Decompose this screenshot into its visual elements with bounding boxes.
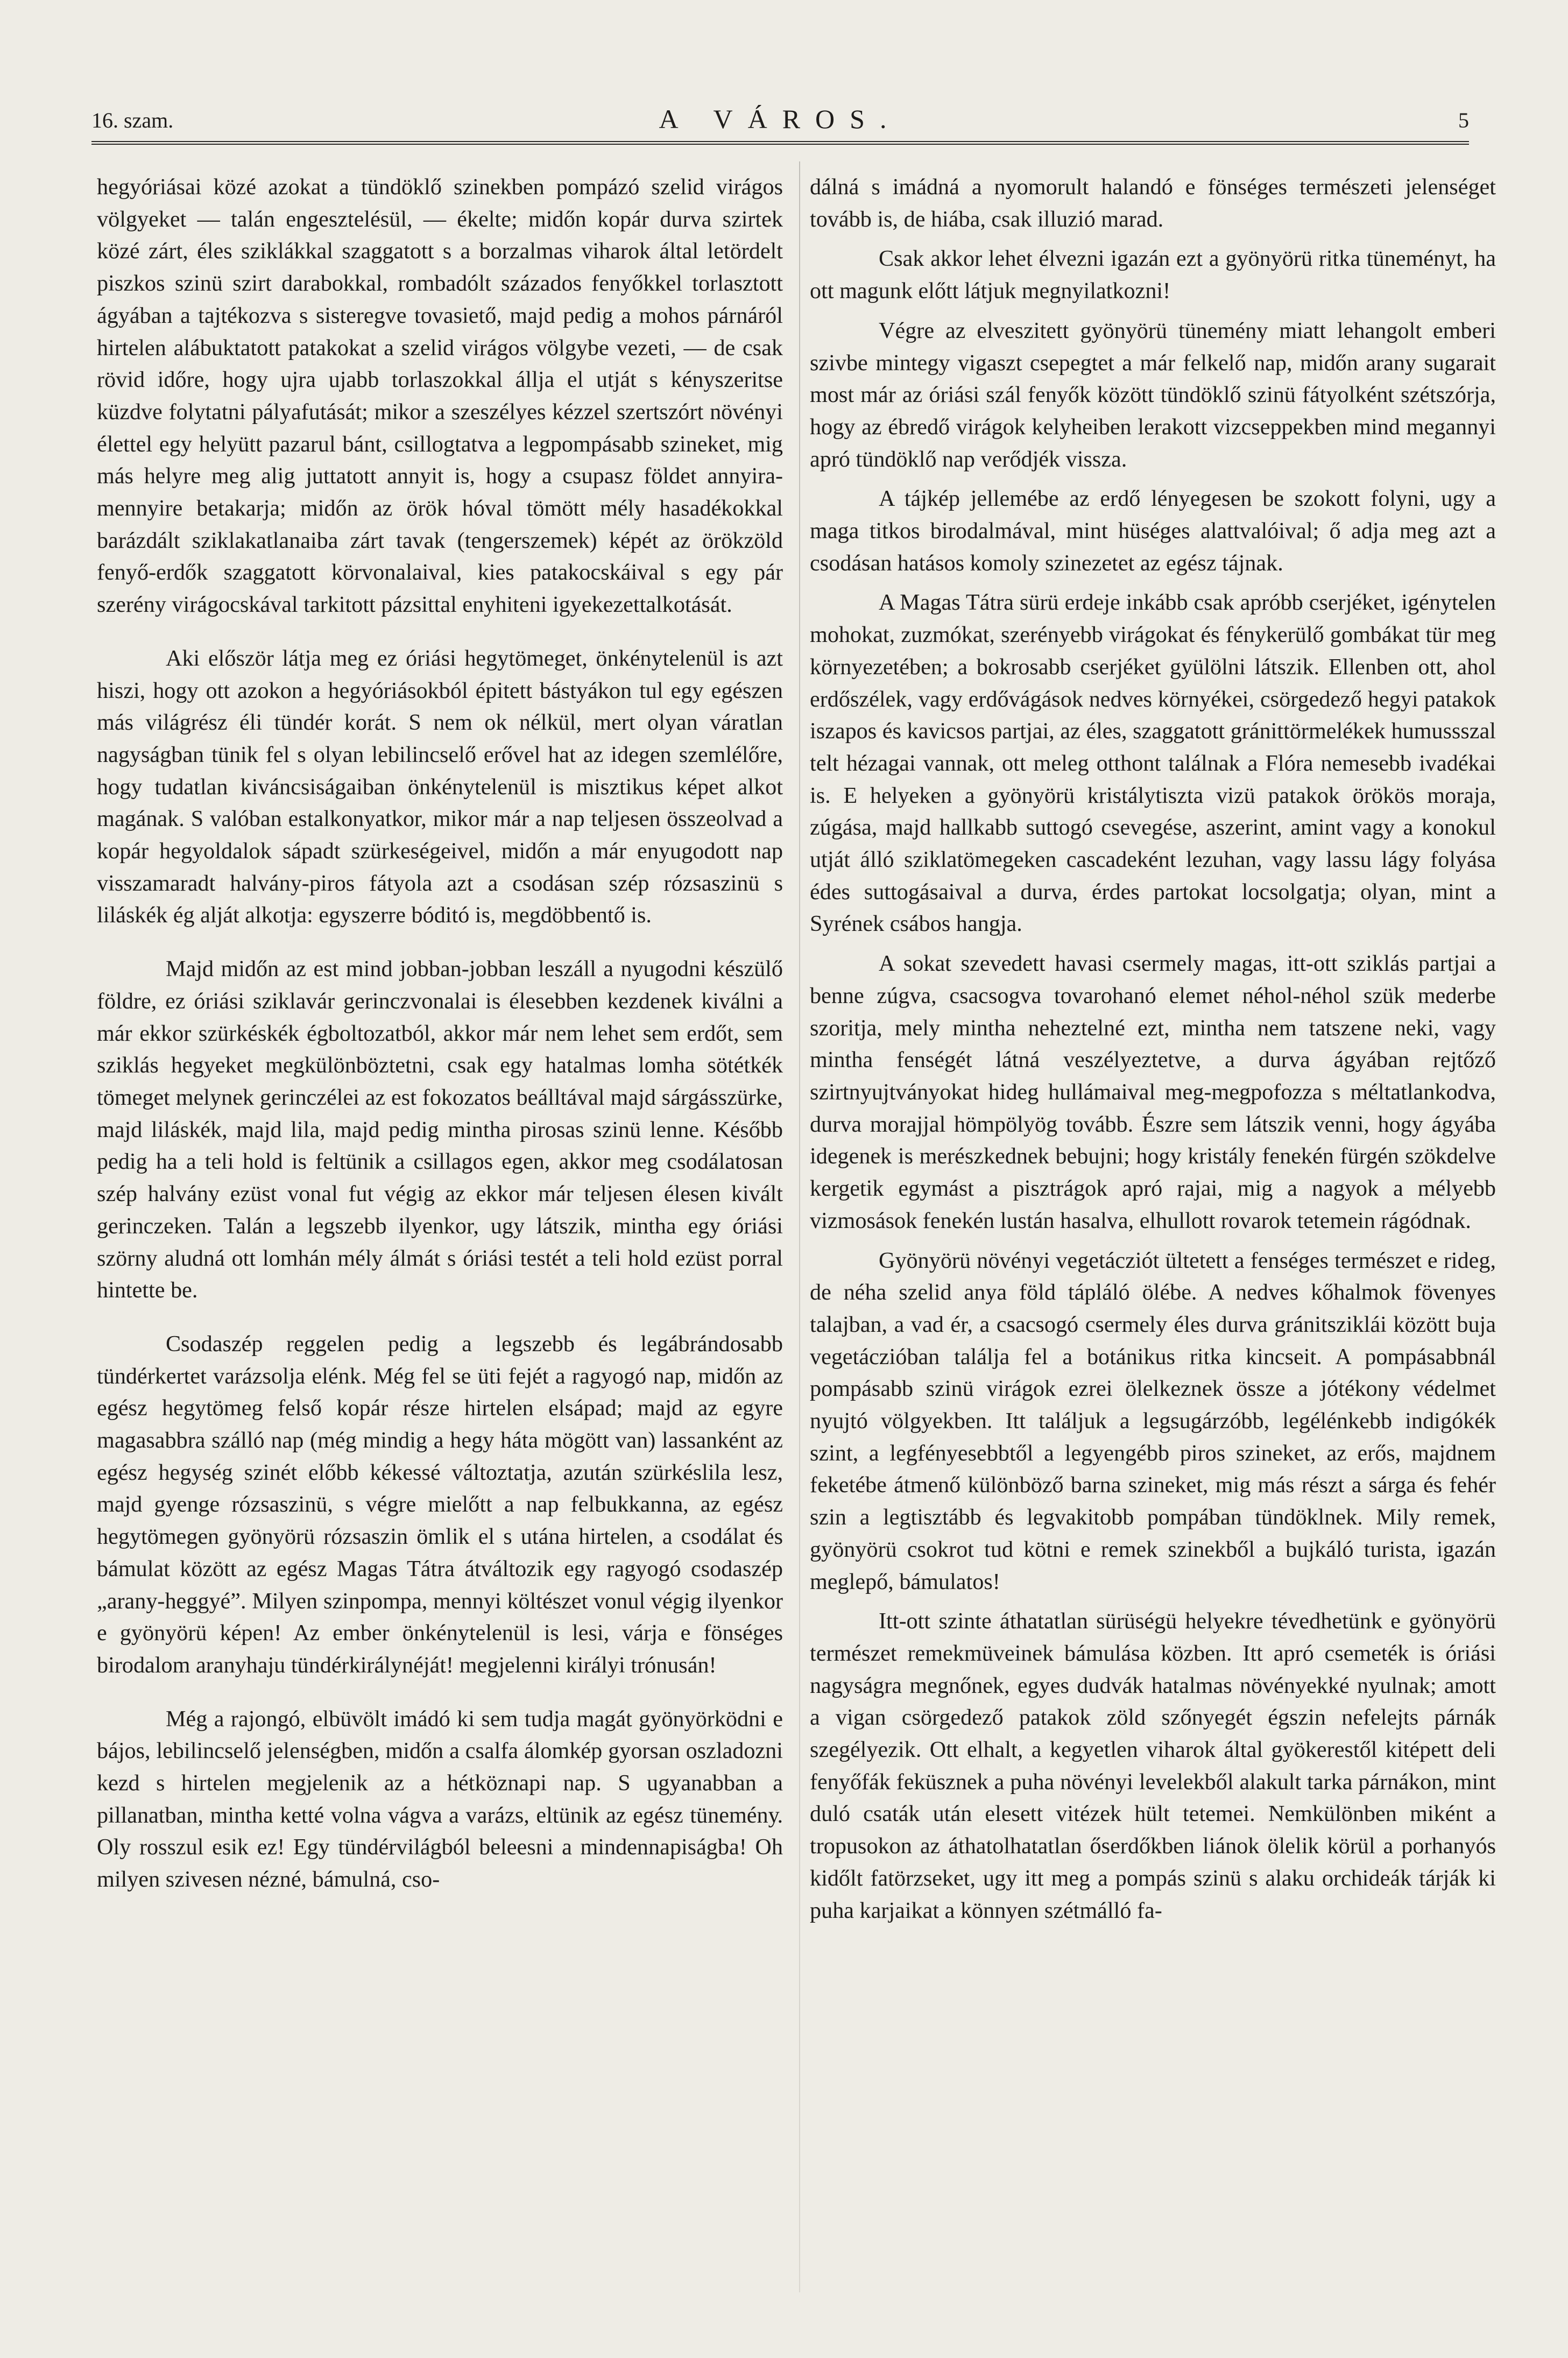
paragraph: Itt-ott szinte áthatatlan sürüségü helyekre tévedhetünk e gyönyörü természet remekmüveinek bámulása közben. Itt apró csemeték is óriási nagyságra megnőnek, egyes dudvák hatalmas növényekké nyulnak; amott a vigan csörgedező patakok zöld szőnyegét égszin nefelejts párnák szegélyezik. Ott elhalt, a kegyetlen viharok által gyökerestől kitépett deli fenyőfák feküsznek a puha növényi levelekből alakult tarka párnákon, mint duló csaták után elesett vitézek hült tetemei. Nemkülönben miként a tropusokon az áthatolhatatlan őserdőkben liánok ölelik körül a porhanyós kidőlt fatörzseket, ugy itt meg a pompás szinü s alaku orchideák tárják ki puha karjaikat a könnyen szétmálló fa- (810, 1608, 1496, 1923)
paragraph: Csodaszép reggelen pedig a legszebb és legábrándosabb tündérkertet varázsolja elénk. Még fel se üti fejét a ragyogó nap, midőn az egész hegytömeg felső kopár része hirtelen elsápad; majd az egyre magasabbra szálló nap (még mindig a hegy háta mögött van) lassanként az egész hegység szinét előbb kékessé változtatja, azután szürkéslila lesz, majd gyenge rózsaszinü, s végre mielőtt a nap felbukkanna, az egész hegytömegen gyönyörü rózsaszin ömlik el s utána hirtelen, a csodálat és bámulat között az egész Magas Tátra átváltozik egy ragyogó csodaszép „arany-heggyé”. Milyen szinpompa, mennyi költészet vonul végig ilyenkor e gyönyörü képen! Az ember önkénytelenül is lesi, várja e fönséges birodalom aranyhaju tündérkirálynéját! megjelenni királyi trónusán! (97, 1331, 783, 1678)
paragraph: Még a rajongó, elbüvölt imádó ki sem tudja magát gyönyörködni e bájos, lebilincselő jelenségben, midőn a csalfa álomkép gyorsan oszladozni kezd s hirtelen megjelenik az a hétköznapi nap. S ugyanabban a pillanatban, mintha ketté volna vágva a varázs, eltünik az egész tüneménу. Oly rosszul esik ez! Egy tündérvilágból beleesni a mindennapiságba! Oh milyen szivesen nézné, bámulná, cso- (97, 1706, 783, 1893)
left-column (97, 171, 783, 1896)
header-rule (91, 141, 1469, 145)
right-column (810, 171, 1496, 1926)
issue-number: 16. szam. (91, 108, 174, 132)
paragraph: Csak akkor lehet élvezni igazán ezt a gyönyörü ritka tüneményt, ha ott magunk előtt látjuk megnyilatkozni! (810, 246, 1496, 304)
publication-title: A VÁROS. (659, 104, 902, 134)
paragraph: Majd midőn az est mind jobban-jobban leszáll a nyugodni készülő földre, ez óriási sziklavár gerinczvonalai is élesebben kezdenek kiválni a már ekkor szürkéskék égboltozatból, akkor már nem lehet sem erdőt, sem sziklás hegyeket megkülönböztetni, csak egy hatalmas lomha sötétkék tömeget melynek gerinczélei az est fokozatos beálltával majd sárgásszürke, majd liláskék, majd lila, majd pedig mintha pirosas szinü lenne. Később pedig ha a teli hold is feltünik a csillagos egen, akkor meg csodálatosan szép halvány ezüst vonal fut végig az ekkor már teljesen élesen kivált gerinczeken. Talán a legszebb ilyenkor, ugy látszik, mintha egy óriási szörny aludná ott lomhán mély álmát s óriási testét a teli hold ezüst porral hintette be. (97, 956, 783, 1303)
page-number: 5 (1458, 108, 1469, 132)
paragraph: hegyóriásai közé azokat a tündöklő szinekben pompázó szelid virágos völgyeket — talán engesztelésül, — ékelte; midőn kopár durva szirtek közé zárt, éles sziklákkal szaggatott s a borzalmas viharok által letördelt piszkos szinü szirt darabokkal, rombadólt százados fenyőkkel torlasztott ágyában a tajtékozva s sisteregve tovasiető, majd pedig a mohos párnáról hirtelen alábuktatott patakokat a szelid virágos völgybe vezeti, — de csak rövid időre, hogy ujra ujabb torlaszokkal állja el utját s kényszeritse küzdve folytatni pályafutását; mikor a szeszélyes kézzel szertszórt növényi élettel egy helyütt pazarul bánt, csillogtatva a legpompásabb szineket, mig más helyre meg alig juttatott annyit is, hogy a csupasz földet annyira-mennyire betakarja; midőn az örök hóval tömött mély hasadékokkal barázdált sziklakatlanaiba zárt tavak (tengerszemek) képét az örökzöld fenyő-erdők szaggatott körvonalaival, kies patakocskáival s egy pár szerény virágocskával tarkitott pázsittal enyhiteni igyekezettalkotását. (97, 174, 783, 618)
running-head (91, 104, 1469, 140)
paragraph: A tájkép jellemébe az erdő lényegesen be szokott folyni, ugy a maga titkos birodalmával, mint hüséges alattvalóival; ő adja meg azt a csodásan hatásos komoly szinezetet az egész tájnak. (810, 486, 1496, 576)
paragraph: Végre az elveszitett gyönyörü tünemény miatt lehangolt emberi szivbe mintegy vigaszt csepegtet a már felkelő nap, midőn arany sugarait most már az óriási szál fenyők között tündöklő szinü fátyolként szétszórja, hogy az ébredő virágok kelyheiben lerakott vizcseppekben mind megannyi apró tündöklő nap verődjék vissza. (810, 317, 1496, 472)
paragraph: A sokat szevedett havasi csermely magas, itt-ott sziklás partjai a benne zúgva, csacsogva tovarohanó elemet néhol-néhol szük mederbe szoritja, mely mintha neheztelné ezt, mintha nem tatszene neki, vagy mintha fenségét látná veszélyeztetve, a durva ágyában rejtőző szirtnyujtványokat hideg hullámaival meg-megpofozza s méltatlankodva, durva morajjal hömpölyög tovább. Észre sem látszik venni, hogy ágyába idegenek is merészkednek bebujni; hogy kristály fenekén fürgén szökdelve kergetik egymást a pisztrágok apró rajai, mig a nagyok a mélyebb vizmosások fenekén lustán hasalva, elhullott rovarok tetemein rágódnak. (810, 951, 1496, 1233)
paragraph: Gyönyörü növényi vegetácziót ültetett a fenséges természet e rideg, de néha szelid anya föld tápláló ölébe. A nedves kőhalmok fövenyes talajban, a vad ér, a csacsogó csermely éles durva gránitsziklái között buja vegetáczióban találja fel a botánikus ritka kincseit. A pompásabbnál pompásabb szinü virágok ezrei ölelkeznek össze a jótékony védelmet nyujtó völgyekben. Itt találjuk a legsugárzóbb, legélénkebb indigókék szint, a legfényesebbtől a legyengébb piros szineket, az erős, majdnem feketébe átmenő különböző barna szineket, mig más részt a sárga és fehér szin a legtisztább és legvakitobb pompában tündöklnek. Mily remek, gyönyörü csokrot tud kötni e remek szinekből a bujkáló turista, igazán meglepő, bámulatos! (810, 1247, 1496, 1594)
paragraph: A Magas Tátra sürü erdeje inkább csak apróbb cserjéket, igénytelen mohokat, zuzmókat, szerényebb virágokat és fénykerülő gombákat tür meg környezetében; a bokrosabb cserjéket gyülölni látszik. Ellenben ott, ahol erdőszélek, vagy erdővágások nedves környékei, csörgedező hegyi patakok iszapos és kavicsos partjai, az éles, szaggatott gránittörmelékek humussszal telt hézagai vannak, ott meleg otthont találnak a Flóra nemesebb ivadékai is. E helyeken a gyönyörü kristálytiszta vizü patakok örökös moraja, zúgása, majd hallkabb suttogó csevegése, aszerint, amint vagy a konokul utját álló sziklatömegeken cascadeként lezuhan, vagy lassu lágy folyása édes suttogásaival a durva, érdes partokat locsolgatja; olyan, mint a Syrének csábos hangja. (810, 590, 1496, 937)
paragraph: dálná s imádná a nyomorult halandó e fönséges természeti jelenséget tovább is, de hiába, csak illuzió marad. (810, 174, 1496, 232)
column-divider (799, 161, 800, 2292)
paragraph: Aki először látja meg ez óriási hegytömeget, önkénytelenül is azt hiszi, hogy ott azokon a hegyóriásokból épitett bástyákon tul egy egészen más világrész éli tündér korát. S nem ok nélkül, mert olyan váratlan nagyságban tünik fel s olyan lebilincselő erővel hat az idegen szemlélőre, hogy tudatlan kiváncsiságaiban önkénytelenül is misztikus képet alkot magának. S valóban estalkonyatkor, mikor már a nap teljesen összeolvad a kopár hegyoldalok sápadt szürkeségeivel, midőn a már enyugodott nap visszamaradt halvány-piros fátyola azt a csodásan szép rózsaszinü s liláskék ég alját alkotja: egyszerre bóditó is, megdöbbentő is. (97, 645, 783, 928)
